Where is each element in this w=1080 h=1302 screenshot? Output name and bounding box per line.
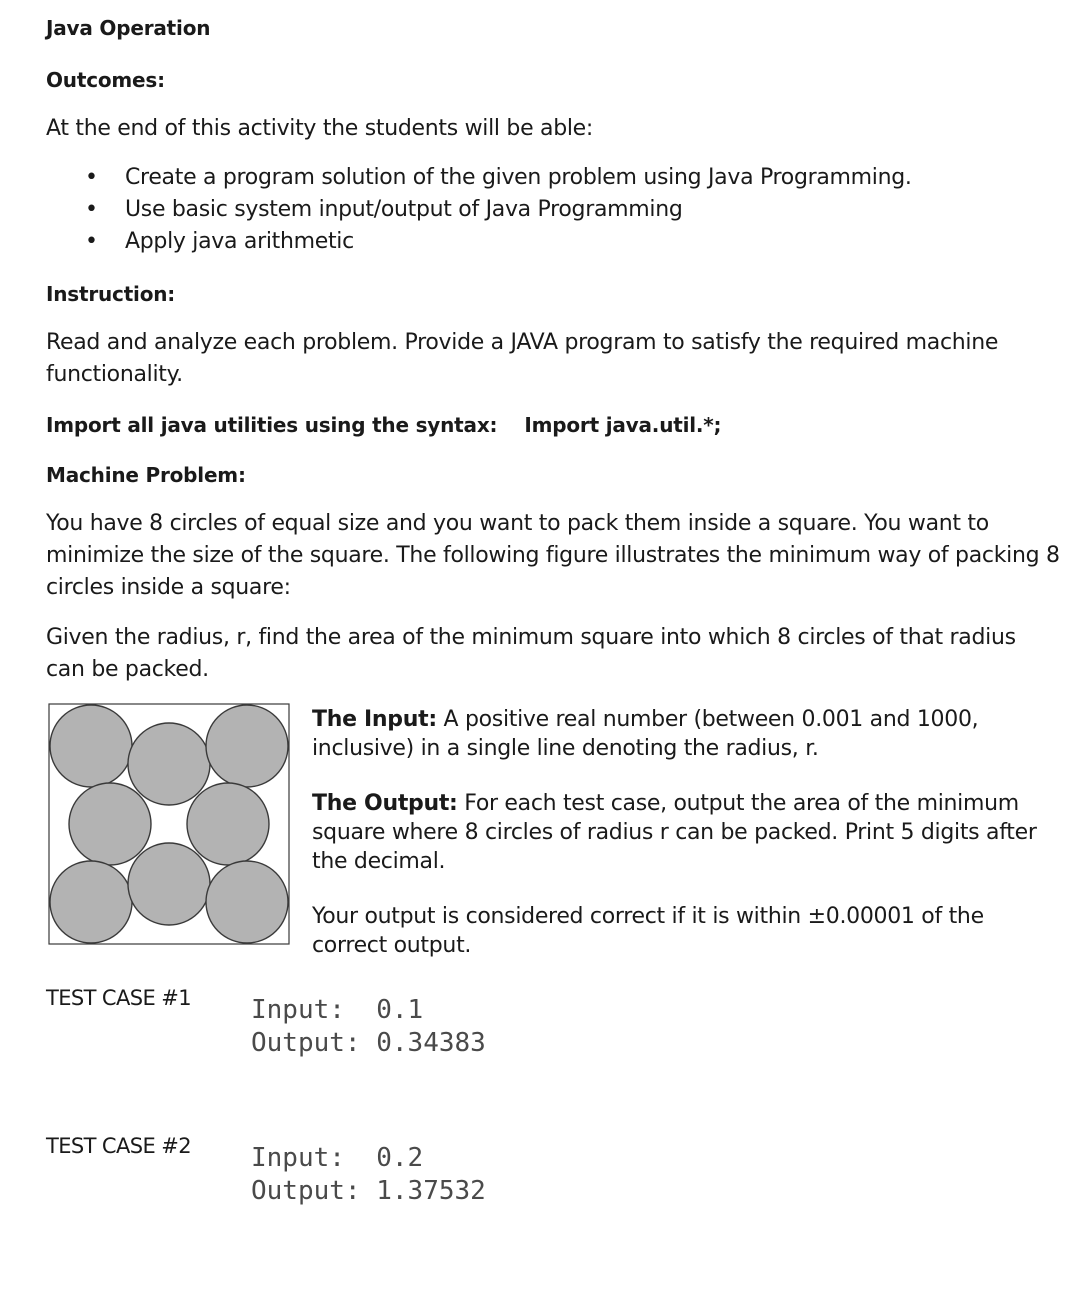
output-label: The Output: — [312, 791, 458, 816]
output-description — [312, 789, 1068, 876]
outcomes-intro: At the end of this activity the students will be able: — [46, 116, 594, 141]
circle — [69, 783, 151, 865]
test-case-label: TEST CASE #2 — [46, 1134, 191, 1158]
circle — [206, 861, 288, 943]
input-label: The Input: — [312, 707, 437, 732]
output-key: Output: — [251, 1176, 361, 1206]
test-case-code — [251, 1142, 486, 1208]
input-value: 0.1 — [376, 995, 424, 1025]
circle — [128, 723, 210, 805]
input-value: 0.2 — [376, 1143, 424, 1173]
list-item: • Use basic system input/output of Java Programming — [46, 194, 912, 226]
machine-problem-heading: Machine Problem: — [46, 463, 246, 487]
circle — [206, 705, 288, 787]
input-text: A positive real number (between 0.001 and 1000, inclusive) in a single line denoting the radius, r. — [312, 707, 979, 761]
tolerance-note: Your output is considered correct if it is within ±0.00001 of the correct output. — [312, 904, 984, 958]
input-description — [312, 705, 1068, 763]
outcomes-list — [46, 162, 912, 258]
output-value: 1.37532 — [376, 1176, 486, 1206]
instruction-text: Read and analyze each problem. Provide a JAVA program to satisfy the required machine functionality. — [46, 330, 999, 387]
output-text: For each test case, output the area of the minimum square where 8 circles of radius r can be packed. Print 5 digits after the decimal. — [312, 791, 1037, 874]
import-note: Import all java utilities using the syntax: Import java.util.*; — [46, 413, 722, 437]
circle — [50, 705, 132, 787]
circle — [50, 861, 132, 943]
test-case-code — [251, 994, 486, 1060]
output-value: 0.34383 — [376, 1028, 486, 1058]
outcomes-heading: Outcomes: — [46, 68, 165, 92]
problem-task: Given the radius, r, find the area of the minimum square into which 8 circles of that radius can be packed. — [46, 625, 1016, 682]
circle-packing-figure — [48, 703, 290, 945]
list-item: • Create a program solution of the given problem using Java Programming. — [46, 162, 912, 194]
input-key: Input: — [251, 995, 345, 1025]
problem-description: You have 8 circles of equal size and you want to pack them inside a square. You want to minimize the size of the square. The following figure illustrates the minimum way of packing 8 circles inside a square: — [46, 511, 1060, 600]
input-key: Input: — [251, 1143, 345, 1173]
list-item: • Apply java arithmetic — [46, 226, 912, 258]
circle — [187, 783, 269, 865]
instruction-heading: Instruction: — [46, 282, 176, 306]
circle — [128, 843, 210, 925]
test-case-label: TEST CASE #1 — [46, 986, 191, 1010]
output-key: Output: — [251, 1028, 361, 1058]
document-title: Java Operation — [46, 16, 211, 40]
